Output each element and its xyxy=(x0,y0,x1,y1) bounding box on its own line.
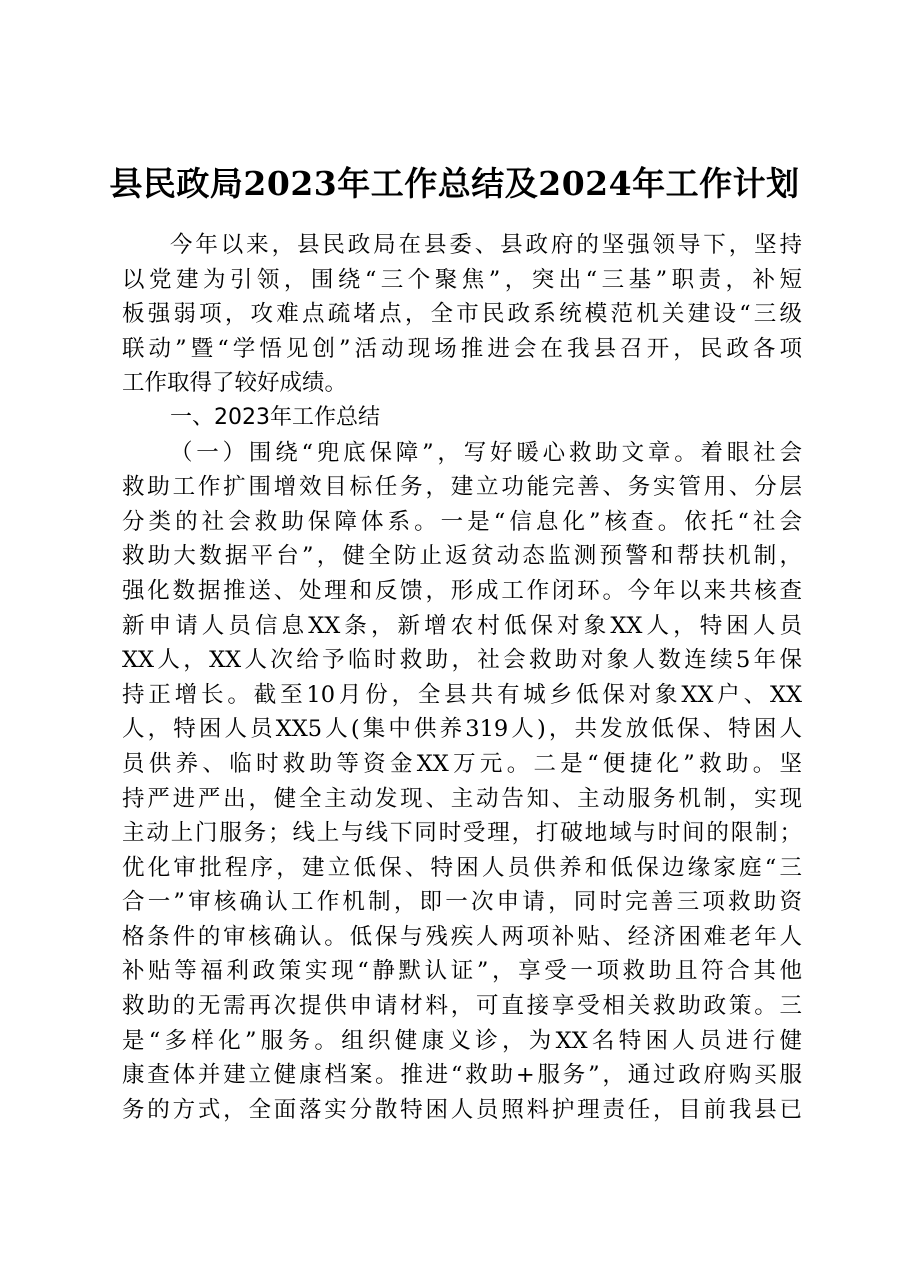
section-line: 强化数据推送、处理和反馈，形成工作闭环。今年以来共核查 xyxy=(122,577,802,604)
section-line: 优化审批程序，建立低保、特困人员供养和低保边缘家庭“三 xyxy=(122,854,802,881)
section-line: 格条件的审核确认。低保与残疾人两项补贴、经济困难老年人 xyxy=(122,923,802,950)
intro-line: 以党建为引领，围绕“三个聚焦”，突出“三基”职责，补短 xyxy=(122,266,802,293)
section-line: XX人，XX人次给予临时救助，社会救助对象人数连续5年保 xyxy=(122,647,802,674)
section-line: 救助的无需再次提供申请材料，可直接享受相关救助政策。三 xyxy=(122,993,802,1020)
section-line: （一）围绕“兜底保障”，写好暖心救助文章。着眼社会 xyxy=(170,439,802,466)
section-heading: 一、2023年工作总结 xyxy=(170,404,380,430)
section-line: 主动上门服务；线上与线下同时受理，打破地域与时间的限制； xyxy=(122,820,802,847)
document-body xyxy=(122,228,802,1127)
section-line: 务的方式，全面落实分散特困人员照料护理责任，目前我县已 xyxy=(122,1096,802,1123)
document-title: 县民政局2023年工作总结及2024年工作计划 xyxy=(109,164,800,203)
section-line: 救助工作扩围增效目标任务，建立功能完善、务实管用、分层 xyxy=(122,474,802,501)
section-line: 新申请人员信息XX条，新增农村低保对象XX人，特困人员 xyxy=(122,612,802,639)
section-line: 员供养、临时救助等资金XX万元。二是“便捷化”救助。坚 xyxy=(122,750,802,777)
intro-line: 联动”暨“学悟见创”活动现场推进会在我县召开，民政各项 xyxy=(122,335,802,362)
intro-line: 今年以来，县民政局在县委、县政府的坚强领导下，坚持 xyxy=(170,232,802,258)
section-line: 救助大数据平台”，健全防止返贫动态监测预警和帮扶机制， xyxy=(122,543,802,570)
intro-line: 板强弱项，攻难点疏堵点，全市民政系统模范机关建设“三级 xyxy=(122,301,802,328)
section-line: 是“多样化”服务。组织健康义诊，为XX名特困人员进行健 xyxy=(122,1027,802,1054)
section-line: 合一”审核确认工作机制，即一次申请，同时完善三项救助资 xyxy=(122,889,802,916)
section-line: 康查体并建立健康档案。推进“救助+服务”，通过政府购买服 xyxy=(122,1062,802,1089)
section-line: 持严进严出，健全主动发现、主动告知、主动服务机制，实现 xyxy=(122,785,802,812)
section-line: 分类的社会救助保障体系。一是“信息化”核查。依托“社会 xyxy=(122,508,802,535)
section-line: 人，特困人员XX5人(集中供养319人)，共发放低保、特困人 xyxy=(122,716,802,743)
intro-line: 工作取得了较好成绩。 xyxy=(122,370,348,397)
section-line: 补贴等福利政策实现“静默认证”，享受一项救助且符合其他 xyxy=(122,958,802,985)
section-line: 持正增长。截至10月份，全县共有城乡低保对象XX户、XX xyxy=(122,681,802,708)
